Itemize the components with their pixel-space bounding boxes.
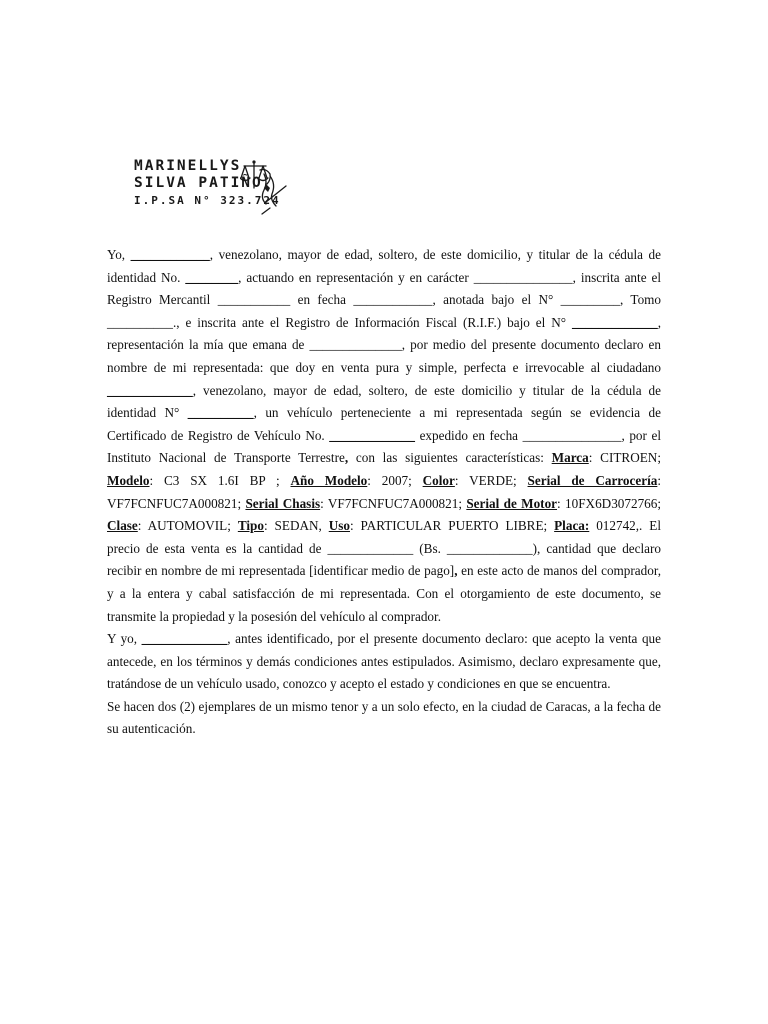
- text-segment: 012742,. El precio de esta venta es la cantidad de: [107, 518, 661, 556]
- blank-number: _________: [560, 292, 620, 308]
- logo-name-line-2: SILVA PATIÑO: [134, 175, 263, 191]
- blank-buyer-id: __________: [187, 405, 254, 421]
- label-serial-motor: Serial de Motor: [466, 495, 558, 511]
- document-body: [107, 244, 661, 741]
- blank-certificate: _____________: [329, 427, 416, 443]
- label-serial-carroceria: Serial de Carrocería: [527, 472, 658, 488]
- blank-price-bs: _____________: [446, 540, 533, 556]
- value-serial-chasis: : VF7FCNFUC7A000821;: [320, 495, 467, 511]
- blank-emana: ______________: [309, 337, 402, 353]
- text-segment: Yo,: [107, 247, 131, 262]
- value-uso: : PARTICULAR PUERTO LIBRE;: [349, 518, 555, 534]
- label-serial-chasis: Serial Chasis: [245, 495, 321, 511]
- scales-of-justice-icon: [240, 158, 292, 216]
- text-segment: , anotada bajo el N°: [432, 292, 561, 308]
- text-segment: , antes identificado, por el presente documento declaro: que acepto la venta que antecede, en los términos y demás condiciones antes estipulados. Asimismo, declaro expresamente que, tratándose de un vehículo usado, conozco y acepto el estado y condiciones en que se encuentra.: [107, 631, 661, 692]
- blank-character: _______________: [473, 269, 573, 285]
- blank-issue-date: _______________: [522, 427, 622, 443]
- blank-buyer-name: _____________: [107, 382, 193, 398]
- text-segment: ), cantidad que declaro recibir en nombre de mi representada [identificar medio de pago]: [107, 540, 661, 579]
- text-segment: , un vehículo perteneciente a mi representada según se evidencia de Certificado de Registro de Vehículo No.: [107, 405, 661, 443]
- label-uso: Uso: [328, 518, 350, 534]
- paragraph-closing: Se hacen dos (2) ejemplares de un mismo tenor y a un solo efecto, en la ciudad de Caracas, a la fecha de su autenticación.: [107, 698, 661, 737]
- text-segment: ,: [344, 450, 349, 466]
- value-marca: : CITROEN;: [588, 450, 661, 466]
- text-segment: Y yo,: [107, 631, 142, 647]
- blank-rif: _____________: [571, 314, 658, 330]
- paragraph-sale-declaration: [107, 244, 661, 628]
- blank-seller-name: ____________: [130, 247, 210, 262]
- label-tipo: Tipo: [237, 518, 264, 534]
- text-segment: en fecha: [290, 292, 354, 308]
- text-segment: , por medio del presente documento declaro en nombre de mi representada: que doy en venta pura y simple, perfecta e irrevocable al ciudadano: [107, 337, 661, 375]
- text-segment: , Tomo: [620, 292, 662, 308]
- label-clase: Clase: [107, 518, 138, 534]
- blank-seller-id: ________: [185, 269, 239, 285]
- logo-registration-number: I.P.SA N° 323.724: [134, 194, 281, 207]
- value-anio-modelo: : 2007;: [367, 472, 423, 488]
- label-anio-modelo: Año Modelo: [290, 472, 368, 488]
- blank-price-words: _____________: [327, 540, 414, 556]
- label-marca: Marca: [551, 450, 589, 466]
- value-clase: : AUTOMOVIL;: [137, 518, 238, 534]
- text-segment: , venezolano, mayor de edad, soltero, de este domicilio, y titular de la cédula de identidad No.: [107, 247, 661, 285]
- text-segment: expedido en fecha: [415, 427, 523, 443]
- text-segment: , actuando en representación y en carácter: [238, 269, 474, 285]
- lawyer-logo: [134, 158, 284, 216]
- blank-date: ____________: [353, 292, 433, 308]
- blank-tomo: __________: [107, 314, 173, 330]
- text-segment: ,: [454, 563, 458, 579]
- text-segment: , por el Instituto Nacional de Transporte Terrestre: [107, 427, 661, 466]
- text-segment: (Bs.: [413, 540, 447, 556]
- label-modelo: Modelo: [107, 472, 150, 488]
- value-color: : VERDE;: [454, 472, 528, 488]
- logo-name-line-1: MARINELLYS: [134, 158, 242, 174]
- label-placa: Placa:: [554, 518, 590, 534]
- value-tipo: : SEDAN,: [263, 518, 329, 534]
- blank-buyer: _____________: [141, 631, 228, 647]
- paragraph-buyer-acceptance: [107, 628, 661, 696]
- blank-registry: ___________: [217, 292, 291, 308]
- text-segment: en este acto de manos del comprador, y a la entera y cabal satisfacción de mi representada. Con el otorgamiento de este documento, se transmite la propiedad y la posesión del vehículo al comprador.: [107, 563, 661, 624]
- value-modelo: : C3 SX 1.6I BP ;: [149, 472, 291, 488]
- value-serial-motor: : 10FX6D3072766;: [557, 495, 662, 511]
- text-segment: con las siguientes características:: [348, 450, 552, 466]
- text-segment: , venezolano, mayor de edad, soltero, de este domicilio y titular de la cédula de identidad N°: [107, 382, 661, 421]
- text-segment: ., e inscrita ante el Registro de Información Fiscal (R.I.F.) bajo el N°: [172, 314, 572, 330]
- text-segment: , inscrita ante el Registro Mercantil: [107, 269, 662, 308]
- text-segment: , representación la mía que emana de: [107, 314, 661, 353]
- value-serial-carroceria: : VF7FCNFUC7A000821;: [107, 472, 662, 511]
- label-color: Color: [422, 472, 455, 488]
